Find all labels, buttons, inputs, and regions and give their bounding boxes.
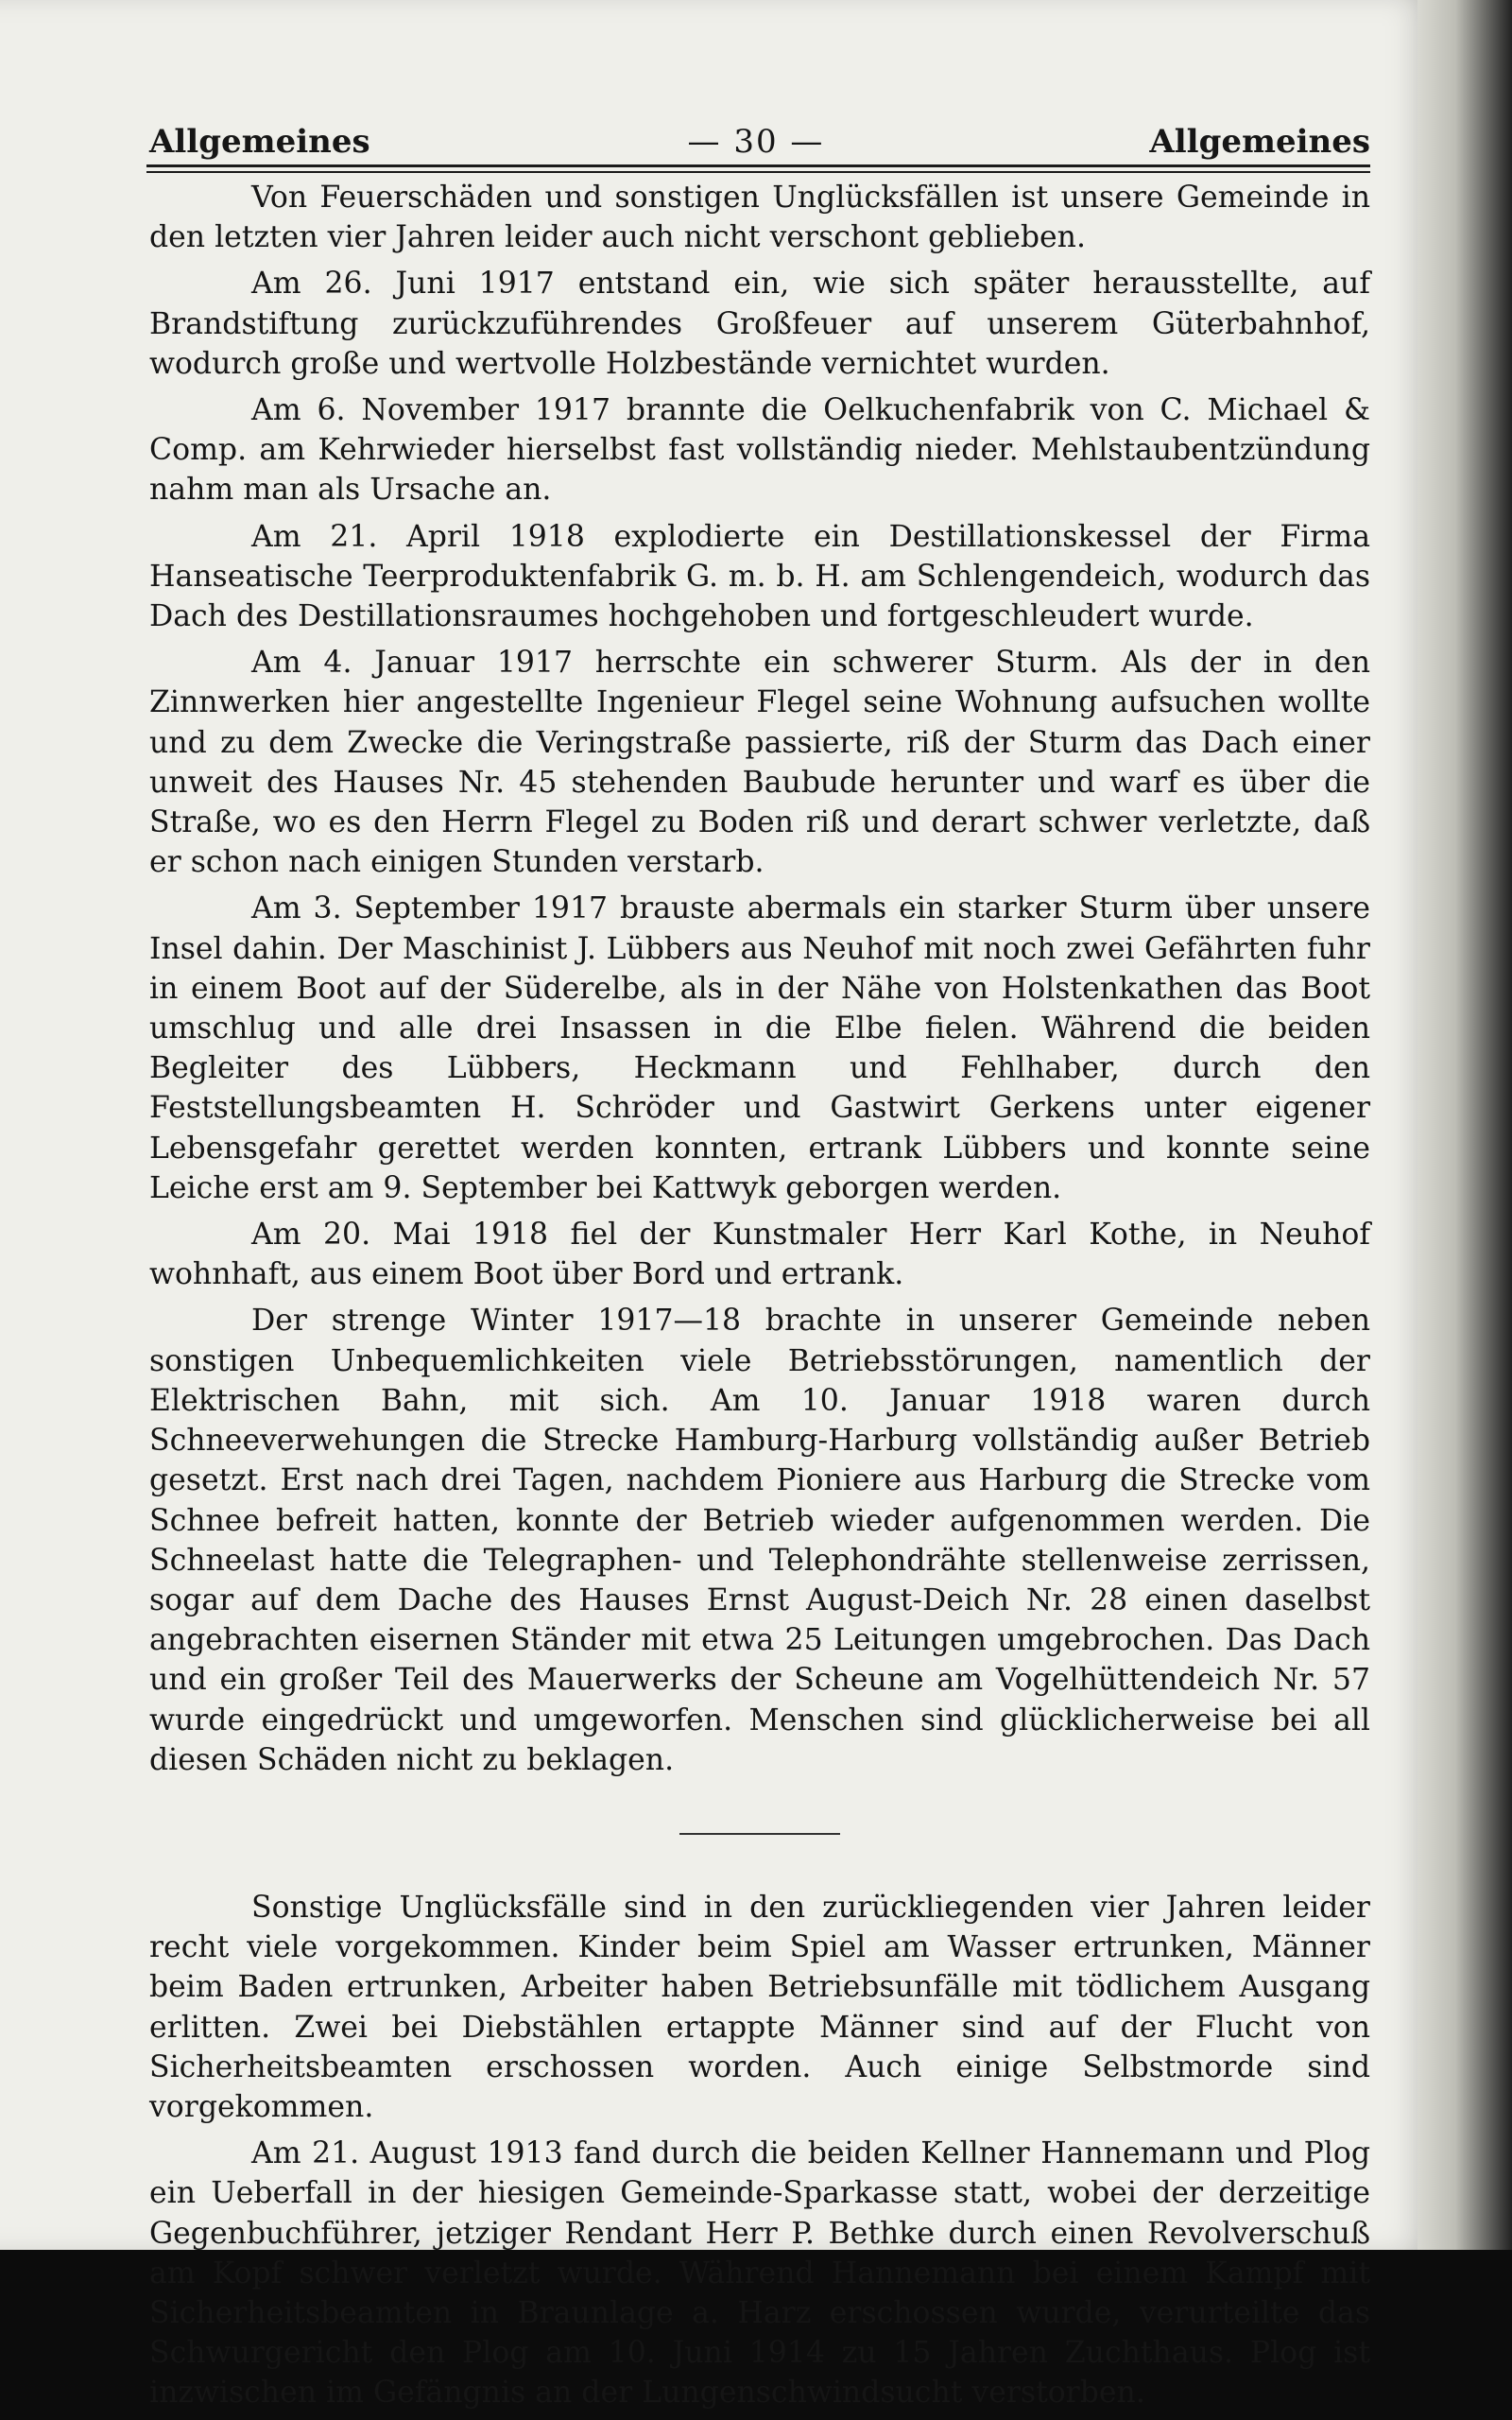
header-right-title: Allgemeines: [1149, 123, 1370, 161]
header-left-title: Allgemeines: [149, 123, 370, 161]
paragraph: Am 4. Januar 1917 herrschte ein schwerer Sturm. Als der in den Zinnwerken hier angestellte Ingenieur Flegel seine Wohnung aufsuchen wollte und zu dem Zwecke die Veringstraße passierte, riß der Sturm das Dach einer unweit des Hauses Nr. 45 stehenden Baubude herunter und warf es über die Straße, wo es den Herrn Flegel zu Boden riß und derart schwer verletzte, daß er schon nach einigen Stunden verstarb.: [149, 646, 1370, 880]
paragraph: Der strenge Winter 1917—18 brachte in unserer Gemeinde neben sonstigen Unbequemlichkeiten viele Betriebsstörungen, namentlich der Elektrischen Bahn, mit sich. Am 10. Januar 1918 waren durch Schneeverwehungen die Strecke Hamburg-Harburg vollständig außer Betrieb gesetzt. Erst nach drei Tagen, nachdem Pioniere aus Harburg die Strecke vom Schnee befreit hatten, konnte der Betrieb wieder aufgenommen werden. Die Schneelast hatte die Telegraphen- und Telephondrähte stellenweise zerrissen, sogar auf dem Dache des Hauses Ernst August-Deich Nr. 28 einen daselbst angebrachten eisernen Ständer mit etwa 25 Leitungen umgebrochen. Das Dach und ein großer Teil des Mauerwerks der Scheune am Vogelhüttendeich Nr. 57 wurde eingedrückt und umgeworfen. Menschen sind glücklicherweise bei all diesen Schäden nicht zu beklagen.: [149, 1304, 1370, 1777]
page-number: — 30 —: [687, 123, 825, 161]
paragraph: Von Feuerschäden und sonstigen Unglücksfällen ist unsere Gemeinde in den letzten vier Jahren leider auch nicht verschont geblieben.: [149, 181, 1370, 255]
facing-page-edge: [1418, 0, 1512, 2250]
running-header: [142, 113, 1370, 170]
paragraph: Am 3. September 1917 brauste abermals ein starker Sturm über unsere Insel dahin. Der Maschinist J. Lübbers aus Neuhof mit noch zwei Gefährten fuhr in einem Boot auf der Süderelbe, als in der Nähe von Holstenkathen das Boot umschlug und alle drei Insassen in die Elbe fielen. Während die beiden Begleiter des Lübbers, Heckmann und Fehlhaber, durch den Feststellungsbeamten H. Schröder und Gastwirt Gerkens unter eigener Lebensgefahr gerettet werden konnten, ertrank Lübbers und konnte seine Leiche erst am 9. September bei Kattwyk geborgen werden.: [149, 891, 1370, 1205]
paragraph: Am 20. Mai 1918 fiel der Kunstmaler Herr Karl Kothe, in Neuhof wohnhaft, aus einem Boot über Bord und ertrank.: [149, 1218, 1370, 1292]
paragraph: Am 6. November 1917 brannte die Oelkuchenfabrik von C. Michael & Comp. am Kehrwieder hierselbst fast vollständig nieder. Mehlstaubentzündung nahm man als Ursache an.: [149, 393, 1370, 508]
body-text: [149, 178, 1370, 2420]
header-rule-thick: [146, 164, 1370, 167]
header-rule-thin: [146, 171, 1370, 173]
paragraph: Sonstige Unglücksfälle sind in den zurückliegenden vier Jahren leider recht viele vorgekommen. Kinder beim Spiel am Wasser ertrunken, Männer beim Baden ertrunken, Arbeiter haben Betriebsunfälle mit tödlichem Ausgang erlitten. Zwei bei Diebstählen ertappte Männer sind auf der Flucht von Sicherheitsbeamten erschossen worden. Auch einige Selbstmorde sind vorgekommen.: [149, 1890, 1370, 2124]
paragraph: Am 21. April 1918 explodierte ein Destillationskessel der Firma Hanseatische Teerproduktenfabrik G. m. b. H. am Schlengendeich, wodurch das Dach des Destillationsraumes hochgehoben und fortgeschleudert wurde.: [149, 519, 1370, 634]
section-separator: [679, 1833, 840, 1835]
paragraph: Am 21. August 1913 fand durch die beiden Kellner Hannemann und Plog ein Ueberfall in der hiesigen Gemeinde-Sparkasse statt, wobei der derzeitige Gegenbuchführer, jetziger Rendant Herr P. Bethke durch einen Revolverschuß am Kopf schwer verletzt wurde. Während Hannemann bei einem Kampf mit Sicherheitsbeamten in Braunlage a. Harz erschossen wurde, verurteilte das Schwurgericht den Plog am 10. Juni 1914 zu 15 Jahren Zuchthaus. Plog ist inzwischen im Gefängnis an der Lungenschwindsucht verstorben.: [149, 2136, 1370, 2411]
paragraph: Am 26. Juni 1917 entstand ein, wie sich später herausstellte, auf Brandstiftung zurückzuführendes Großfeuer auf unserem Güterbahnhof, wodurch große und wertvolle Holzbestände vernichtet wurden.: [149, 267, 1370, 381]
